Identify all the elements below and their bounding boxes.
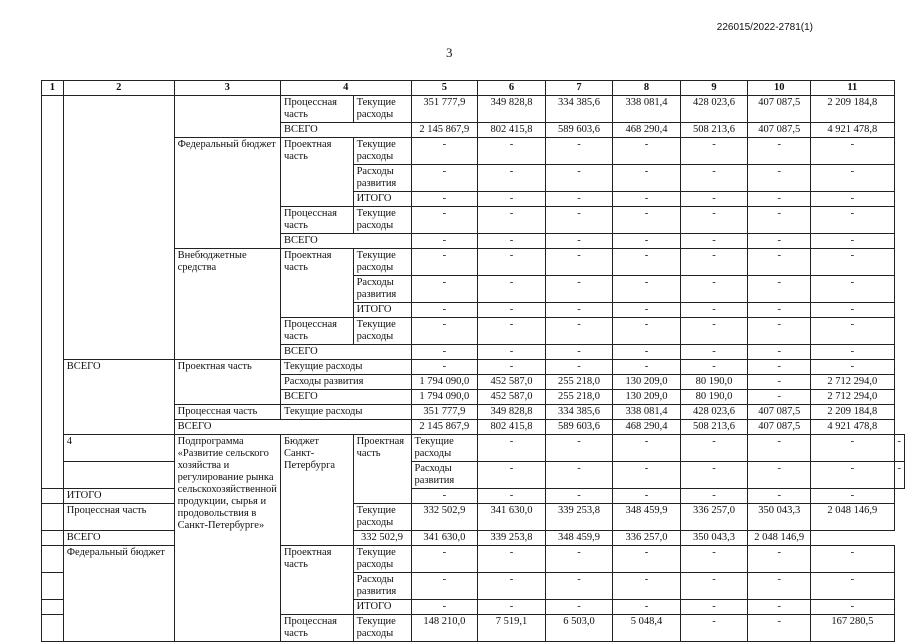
table-row bbox=[42, 531, 905, 546]
cell-empty bbox=[42, 531, 64, 546]
cell-label: ВСЕГО bbox=[280, 234, 411, 249]
cell-value: 802 415,8 bbox=[478, 420, 546, 435]
cell-value: - bbox=[748, 318, 811, 345]
cell-label: Процессная часть bbox=[280, 615, 353, 642]
cell-empty bbox=[42, 546, 64, 573]
cell-value: - bbox=[613, 600, 681, 615]
cell-value: - bbox=[811, 249, 894, 276]
table-row bbox=[42, 504, 905, 531]
cell-value: - bbox=[613, 435, 681, 462]
cell-label: Бюджет Санкт-Петербурга bbox=[280, 435, 353, 546]
cell-value: 338 081,4 bbox=[613, 405, 681, 420]
cell-value: - bbox=[613, 546, 681, 573]
col-header: 5 bbox=[411, 81, 478, 96]
cell-label: Текущие расходы bbox=[353, 615, 411, 642]
cell-value: 130 209,0 bbox=[613, 375, 681, 390]
cell-value: 350 043,3 bbox=[748, 504, 811, 531]
cell-label: ВСЕГО bbox=[280, 345, 411, 360]
cell-value: 130 209,0 bbox=[613, 390, 681, 405]
cell-value: 336 257,0 bbox=[680, 504, 748, 531]
cell-value: - bbox=[680, 489, 748, 504]
cell-value: 468 290,4 bbox=[613, 123, 681, 138]
col-header: 1 bbox=[42, 81, 64, 96]
cell-value: - bbox=[613, 360, 681, 375]
cell-value: 2 712 294,0 bbox=[811, 390, 894, 405]
cell-value: 336 257,0 bbox=[613, 531, 681, 546]
cell-value: - bbox=[748, 546, 811, 573]
table-row bbox=[42, 462, 905, 489]
cell-value: 452 587,0 bbox=[478, 375, 546, 390]
cell-value: - bbox=[748, 192, 811, 207]
cell-empty bbox=[42, 96, 64, 489]
col-header: 6 bbox=[478, 81, 546, 96]
cell-value: 452 587,0 bbox=[478, 390, 546, 405]
cell-value: - bbox=[411, 345, 478, 360]
cell-label: Расходы развития bbox=[353, 165, 411, 192]
cell-value: 4 921 478,8 bbox=[811, 420, 894, 435]
cell-value: 2 048 146,9 bbox=[748, 531, 811, 546]
document-number: 226015/2022-2781(1) bbox=[716, 22, 813, 33]
cell-value: - bbox=[748, 138, 811, 165]
cell-value: - bbox=[680, 318, 748, 345]
cell-value: 351 777,9 bbox=[411, 405, 478, 420]
cell-empty bbox=[42, 573, 64, 600]
cell-value: - bbox=[680, 165, 748, 192]
cell-value: - bbox=[680, 276, 748, 303]
cell-value: - bbox=[545, 600, 613, 615]
cell-value: - bbox=[478, 138, 546, 165]
cell-label: Текущие расходы bbox=[353, 96, 411, 123]
cell-value: - bbox=[478, 276, 546, 303]
cell-value: 255 218,0 bbox=[545, 375, 613, 390]
cell-value: 407 087,5 bbox=[748, 123, 811, 138]
cell-empty bbox=[174, 96, 280, 138]
cell-value: 167 280,5 bbox=[811, 615, 894, 642]
cell-value: - bbox=[545, 192, 613, 207]
cell-value: 350 043,3 bbox=[680, 531, 748, 546]
col-header: 11 bbox=[811, 81, 894, 96]
cell-value: - bbox=[411, 573, 478, 600]
cell-value: - bbox=[894, 462, 905, 489]
cell-value: 407 087,5 bbox=[748, 405, 811, 420]
cell-value: - bbox=[680, 207, 748, 234]
cell-label: ИТОГО bbox=[353, 303, 411, 318]
cell-value: 338 081,4 bbox=[613, 96, 681, 123]
cell-value: - bbox=[613, 462, 681, 489]
cell-value: 348 459,9 bbox=[545, 531, 613, 546]
cell-value: 341 630,0 bbox=[478, 504, 546, 531]
cell-value: - bbox=[478, 207, 546, 234]
cell-value: 351 777,9 bbox=[411, 96, 478, 123]
cell-value: - bbox=[811, 165, 894, 192]
cell-value: - bbox=[748, 615, 811, 642]
cell-label: Текущие расходы bbox=[353, 138, 411, 165]
cell-value: - bbox=[613, 318, 681, 345]
cell-value: 148 210,0 bbox=[411, 615, 478, 642]
cell-value: 332 502,9 bbox=[353, 531, 411, 546]
cell-empty bbox=[42, 504, 64, 531]
cell-value: - bbox=[613, 303, 681, 318]
cell-label: Проектная часть bbox=[280, 546, 353, 615]
cell-value: 589 603,6 bbox=[545, 420, 613, 435]
cell-label: ВСЕГО bbox=[280, 123, 411, 138]
cell-value: - bbox=[748, 303, 811, 318]
subprogram-title: Подпрограмма «Развитие сельского хозяйства и регулирование рынка сельскохозяйственной продукции, сырья и продовольствия в Санкт-Петербурге» bbox=[174, 435, 280, 642]
cell-value: - bbox=[748, 573, 811, 600]
cell-value: - bbox=[748, 234, 811, 249]
col-header: 10 bbox=[748, 81, 811, 96]
cell-value: 7 519,1 bbox=[478, 615, 546, 642]
cell-value: - bbox=[894, 435, 905, 462]
cell-value: 2 209 184,8 bbox=[811, 96, 894, 123]
cell-value: - bbox=[478, 462, 546, 489]
cell-value: - bbox=[811, 138, 894, 165]
cell-value: 428 023,6 bbox=[680, 96, 748, 123]
cell-value: - bbox=[680, 192, 748, 207]
cell-value: - bbox=[613, 207, 681, 234]
cell-value: 332 502,9 bbox=[411, 504, 478, 531]
cell-value: 407 087,5 bbox=[748, 96, 811, 123]
header-row bbox=[42, 81, 905, 96]
cell-value: - bbox=[545, 303, 613, 318]
cell-value: - bbox=[478, 165, 546, 192]
cell-value: - bbox=[680, 345, 748, 360]
cell-label: Проектная часть bbox=[280, 138, 353, 207]
cell-value: - bbox=[613, 489, 681, 504]
cell-value: - bbox=[748, 600, 811, 615]
cell-label: Процессная часть bbox=[63, 504, 174, 531]
col-header: 7 bbox=[545, 81, 613, 96]
cell-label: Федеральный бюджет bbox=[174, 138, 280, 249]
cell-value: - bbox=[680, 138, 748, 165]
cell-value: 428 023,6 bbox=[680, 405, 748, 420]
col-header: 8 bbox=[613, 81, 681, 96]
cell-value: 334 385,6 bbox=[545, 96, 613, 123]
cell-empty bbox=[42, 615, 64, 642]
cell-label: Текущие расходы bbox=[353, 546, 411, 573]
cell-value: - bbox=[478, 318, 546, 345]
table-row bbox=[42, 489, 905, 504]
cell-value: - bbox=[411, 276, 478, 303]
cell-value: - bbox=[613, 573, 681, 600]
cell-value: - bbox=[411, 600, 478, 615]
cell-value: - bbox=[545, 165, 613, 192]
cell-label: Расходы развития bbox=[353, 573, 411, 600]
col-header: 9 bbox=[680, 81, 748, 96]
cell-value: - bbox=[680, 360, 748, 375]
table-row bbox=[42, 546, 905, 573]
cell-value: - bbox=[411, 165, 478, 192]
cell-empty bbox=[63, 96, 174, 360]
cell-value: - bbox=[748, 462, 811, 489]
cell-value: - bbox=[478, 249, 546, 276]
cell-value: - bbox=[748, 375, 811, 390]
cell-value: - bbox=[811, 546, 894, 573]
cell-label: Внебюджетные средства bbox=[174, 249, 280, 360]
cell-value: - bbox=[411, 546, 478, 573]
cell-value: - bbox=[748, 345, 811, 360]
cell-value: - bbox=[478, 234, 546, 249]
cell-value: - bbox=[748, 249, 811, 276]
cell-value: - bbox=[613, 192, 681, 207]
cell-value: - bbox=[545, 234, 613, 249]
cell-value: - bbox=[613, 276, 681, 303]
cell-label: ВСЕГО bbox=[63, 531, 280, 546]
cell-value: - bbox=[811, 600, 894, 615]
col-header: 2 bbox=[63, 81, 174, 96]
cell-value: - bbox=[545, 276, 613, 303]
cell-value: - bbox=[811, 489, 894, 504]
cell-value: 1 794 090,0 bbox=[411, 375, 478, 390]
cell-label: Текущие расходы bbox=[280, 360, 411, 375]
cell-value: - bbox=[545, 318, 613, 345]
cell-value: - bbox=[411, 303, 478, 318]
cell-value: - bbox=[545, 546, 613, 573]
cell-empty bbox=[42, 489, 64, 504]
cell-value: 508 213,6 bbox=[680, 123, 748, 138]
cell-empty bbox=[42, 600, 64, 615]
cell-value: 2 209 184,8 bbox=[811, 405, 894, 420]
cell-value: - bbox=[748, 165, 811, 192]
cell-label: Проектная часть bbox=[353, 435, 411, 504]
cell-value: 1 794 090,0 bbox=[411, 390, 478, 405]
cell-value: - bbox=[680, 615, 748, 642]
cell-value: - bbox=[613, 234, 681, 249]
cell-value: 802 415,8 bbox=[478, 123, 546, 138]
cell-value: - bbox=[478, 600, 546, 615]
page-number: 3 bbox=[446, 45, 453, 60]
cell-value: - bbox=[613, 345, 681, 360]
cell-value: - bbox=[811, 303, 894, 318]
cell-value: - bbox=[411, 207, 478, 234]
cell-value: - bbox=[545, 573, 613, 600]
cell-value: - bbox=[545, 138, 613, 165]
cell-empty bbox=[63, 462, 174, 489]
table-row bbox=[42, 360, 905, 375]
cell-value: 255 218,0 bbox=[545, 390, 613, 405]
cell-value: - bbox=[545, 360, 613, 375]
cell-value: - bbox=[748, 489, 811, 504]
cell-label: Проектная часть bbox=[174, 360, 280, 405]
cell-value: - bbox=[478, 546, 546, 573]
cell-label: Текущие расходы bbox=[353, 207, 411, 234]
row-number: 4 bbox=[63, 435, 174, 462]
cell-value: 334 385,6 bbox=[545, 405, 613, 420]
cell-label: Процессная часть bbox=[280, 207, 353, 234]
cell-label: ИТОГО bbox=[63, 489, 174, 504]
budget-table bbox=[41, 80, 905, 642]
cell-value: 4 921 478,8 bbox=[811, 123, 894, 138]
cell-value: - bbox=[680, 573, 748, 600]
cell-value: 349 828,8 bbox=[478, 96, 546, 123]
cell-value: - bbox=[748, 276, 811, 303]
cell-value: - bbox=[478, 303, 546, 318]
cell-value: - bbox=[748, 360, 811, 375]
cell-label: ВСЕГО bbox=[174, 420, 411, 435]
cell-value: 339 253,8 bbox=[545, 504, 613, 531]
cell-value: - bbox=[680, 546, 748, 573]
cell-label: Процессная часть bbox=[280, 96, 353, 123]
cell-value: - bbox=[613, 138, 681, 165]
cell-label: Федеральный бюджет bbox=[63, 546, 174, 642]
cell-value: - bbox=[811, 276, 894, 303]
cell-value: - bbox=[811, 234, 894, 249]
cell-value: 80 190,0 bbox=[680, 375, 748, 390]
cell-label: ВСЕГО bbox=[63, 360, 174, 435]
cell-value: - bbox=[811, 207, 894, 234]
cell-value: - bbox=[680, 462, 748, 489]
cell-label: Текущие расходы bbox=[353, 318, 411, 345]
cell-value: 349 828,8 bbox=[478, 405, 546, 420]
cell-value: 6 503,0 bbox=[545, 615, 613, 642]
cell-label: ИТОГО bbox=[353, 600, 411, 615]
cell-value: - bbox=[411, 234, 478, 249]
cell-value: - bbox=[411, 360, 478, 375]
cell-value: - bbox=[748, 207, 811, 234]
col-header: 3 bbox=[174, 81, 280, 96]
cell-value: - bbox=[545, 207, 613, 234]
cell-value: 2 048 146,9 bbox=[811, 504, 894, 531]
cell-value: - bbox=[613, 249, 681, 276]
cell-value: 2 145 867,9 bbox=[411, 123, 478, 138]
cell-value: - bbox=[680, 600, 748, 615]
cell-value: - bbox=[411, 138, 478, 165]
cell-value: - bbox=[811, 573, 894, 600]
cell-value: - bbox=[411, 318, 478, 345]
cell-label: Текущие расходы bbox=[280, 405, 411, 420]
cell-value: 468 290,4 bbox=[613, 420, 681, 435]
cell-value: 2 712 294,0 bbox=[811, 375, 894, 390]
cell-value: - bbox=[478, 573, 546, 600]
cell-label: Расходы развития bbox=[353, 276, 411, 303]
cell-value: - bbox=[478, 192, 546, 207]
cell-value: 508 213,6 bbox=[680, 420, 748, 435]
cell-value: - bbox=[811, 435, 894, 462]
cell-value: - bbox=[478, 345, 546, 360]
cell-value: - bbox=[748, 435, 811, 462]
cell-label: ВСЕГО bbox=[280, 390, 411, 405]
cell-value: - bbox=[811, 345, 894, 360]
cell-label: Расходы развития bbox=[280, 375, 411, 390]
cell-value: - bbox=[411, 192, 478, 207]
cell-value: - bbox=[545, 489, 613, 504]
cell-value: - bbox=[680, 249, 748, 276]
cell-value: - bbox=[680, 234, 748, 249]
cell-value: - bbox=[680, 435, 748, 462]
cell-value: - bbox=[411, 249, 478, 276]
cell-value: - bbox=[811, 318, 894, 345]
cell-label: Процессная часть bbox=[174, 405, 280, 420]
cell-value: - bbox=[545, 462, 613, 489]
cell-value: - bbox=[613, 165, 681, 192]
cell-value: 341 630,0 bbox=[411, 531, 478, 546]
cell-value: 407 087,5 bbox=[748, 420, 811, 435]
cell-label: Текущие расходы bbox=[353, 504, 411, 531]
cell-label: Процессная часть bbox=[280, 318, 353, 345]
cell-value: 80 190,0 bbox=[680, 390, 748, 405]
cell-label: Текущие расходы bbox=[411, 435, 478, 462]
cell-label: Проектная часть bbox=[280, 249, 353, 318]
table-row bbox=[42, 435, 905, 462]
cell-value: - bbox=[748, 390, 811, 405]
cell-value: - bbox=[478, 360, 546, 375]
cell-value: - bbox=[545, 249, 613, 276]
cell-value: - bbox=[545, 345, 613, 360]
cell-value: - bbox=[680, 303, 748, 318]
cell-label: Расходы развития bbox=[411, 462, 478, 489]
cell-label: Текущие расходы bbox=[353, 249, 411, 276]
cell-value: 348 459,9 bbox=[613, 504, 681, 531]
cell-value: 2 145 867,9 bbox=[411, 420, 478, 435]
cell-value: - bbox=[478, 435, 546, 462]
cell-label: ИТОГО bbox=[353, 192, 411, 207]
cell-value: - bbox=[411, 489, 478, 504]
cell-value: 589 603,6 bbox=[545, 123, 613, 138]
table-row bbox=[42, 96, 905, 123]
cell-value: 339 253,8 bbox=[478, 531, 546, 546]
cell-value: 5 048,4 bbox=[613, 615, 681, 642]
cell-value: - bbox=[811, 462, 894, 489]
cell-value: - bbox=[811, 360, 894, 375]
cell-value: - bbox=[478, 489, 546, 504]
col-header: 4 bbox=[280, 81, 411, 96]
cell-value: - bbox=[545, 435, 613, 462]
cell-value: - bbox=[811, 192, 894, 207]
